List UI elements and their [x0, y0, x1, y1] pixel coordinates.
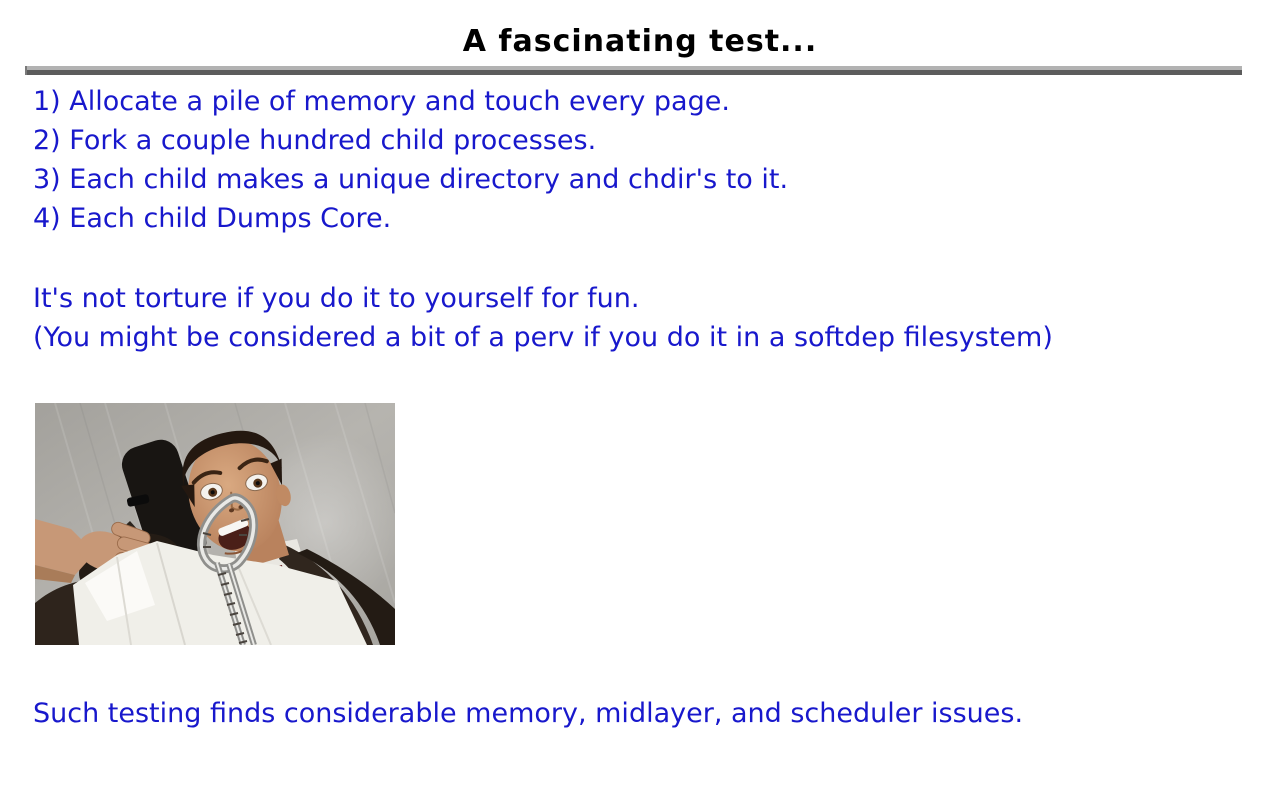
title-rule-divider	[25, 66, 1242, 75]
remark-line-1: It's not torture if you do it to yourself for fun.	[33, 283, 640, 314]
remark-lines	[33, 279, 1053, 357]
step-line-4: 4) Each child Dumps Core.	[33, 203, 392, 234]
dentist-photo	[35, 403, 395, 645]
dentist-photo-drawing	[35, 403, 395, 645]
conclusion-line: Such testing finds considerable memory, midlayer, and scheduler issues.	[33, 698, 1024, 729]
step-line-1: 1) Allocate a pile of memory and touch every page.	[33, 86, 730, 117]
test-steps-list	[33, 82, 788, 238]
conclusion	[33, 694, 1023, 733]
remark-line-2: (You might be considered a bit of a perv if you do it in a softdep filesystem)	[33, 322, 1053, 353]
step-line-2: 2) Fork a couple hundred child processes.	[33, 125, 597, 156]
slide-title: A fascinating test...	[462, 24, 818, 59]
step-line-3: 3) Each child makes a unique directory and chdir's to it.	[33, 164, 789, 195]
